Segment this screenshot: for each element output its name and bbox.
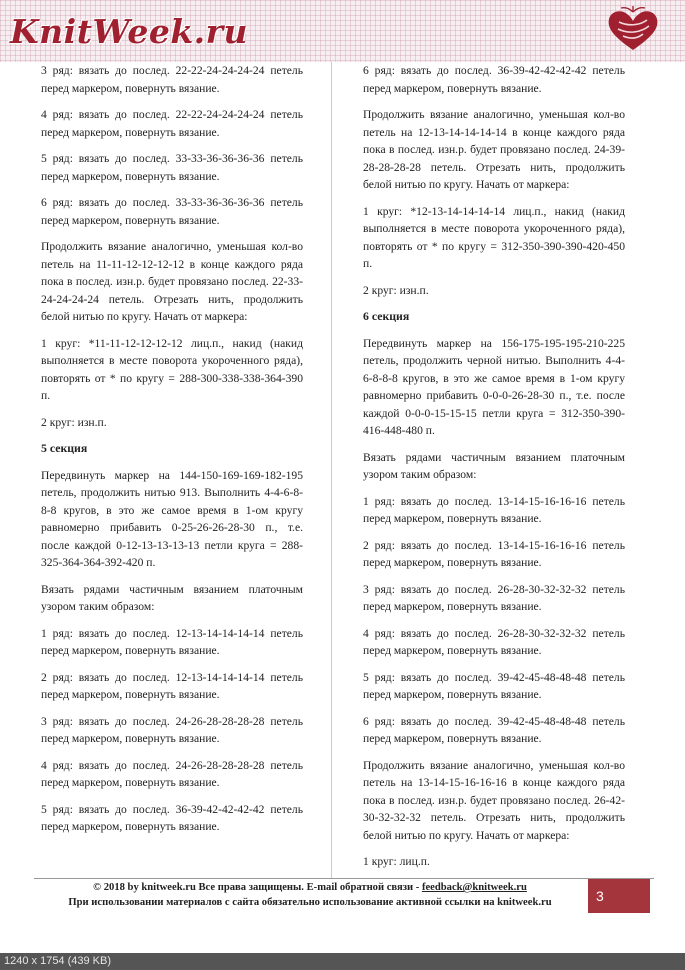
- copyright-text: © 2018 by knitweek.ru Все права защищены. E-mail обратной связи -: [93, 882, 422, 893]
- paragraph: 2 ряд: вязать до послед. 12-13-14-14-14-14 петель перед маркером, повернуть вязание.: [41, 670, 303, 701]
- paragraph: 6 ряд: вязать до послед. 33-33-36-36-36-36 петель перед маркером, повернуть вязание.: [41, 196, 303, 227]
- paragraph: Продолжить вязание аналогично, уменьшая кол-во петель на 11-11-12-12-12-12 в конце каждого ряда пока в послед. изн.р. будет провязано послед. 22-33-24-24-24-24 петель. Отрезать нить, продолжить белой нитью по кругу. Начать от маркера:: [41, 240, 303, 323]
- usage-notice: При использовании материалов с сайта обязательно использование активной ссылки на knitweek.ru: [68, 896, 552, 908]
- paragraph: 1 ряд: вязать до послед. 13-14-15-16-16-16 петель перед маркером, повернуть вязание.: [363, 494, 625, 525]
- paragraph: Передвинуть маркер на 144-150-169-169-182-195 петель, продолжить нитью 913. Выполнить 4-4-6-8-8-8 кругов, в это же самое время в 1-ом кругу равномерно прибавить 0-25-26-26-28-30 п., т.е. после каждой 0-12-13-13-13-13 петли круга = 288-325-364-364-392-420 п.: [41, 468, 303, 569]
- paragraph: Продолжить вязание аналогично, уменьшая кол-во петель на 13-14-15-16-16-16 в конце каждого ряда пока в послед. изн.р. будет провязано послед. 26-42-30-32-32-32 петель. Отрезать нить, продолжить белой нитью по кругу. Начать от маркера:: [363, 758, 625, 842]
- page-footer: [34, 881, 586, 910]
- paragraph: Продолжить вязание аналогично, уменьшая кол-во петель на 12-13-14-14-14-14 в конце каждого ряда пока в послед. изн.р. будет провязано послед. 24-39-28-28-28-28 петель. Отрезать нить, продолжить белой нитью по кругу. Начать от маркера:: [363, 108, 625, 191]
- paragraph: 2 круг: изн.п.: [363, 283, 429, 297]
- paragraph: 1 круг: *12-13-14-14-14-14 лиц.п., накид (накид выполняется в месте поворота укороченного ряда), повторять от * по кругу = 312-350-390-390-420-450 п.: [363, 204, 625, 270]
- heart-yarn-icon: [603, 4, 663, 54]
- left-text-column: [41, 62, 303, 845]
- paragraph: 3 ряд: вязать до послед. 22-22-24-24-24-24 петель перед маркером, повернуть вязание.: [41, 64, 303, 95]
- page-number: 3: [588, 879, 650, 913]
- feedback-email-link[interactable]: feedback@knitweek.ru: [421, 882, 527, 893]
- image-info-status-bar: 1240 x 1754 (439 KB): [0, 953, 685, 970]
- paragraph: 5 ряд: вязать до послед. 36-39-42-42-42-42 петель перед маркером, повернуть вязание.: [41, 802, 303, 833]
- paragraph: Вязать рядами частичным вязанием платочным узором таким образом:: [41, 582, 303, 613]
- footer-rule: [34, 878, 654, 879]
- paragraph: 4 ряд: вязать до послед. 24-26-28-28-28-28 петель перед маркером, повернуть вязание.: [41, 758, 303, 789]
- paragraph: 5 ряд: вязать до послед. 33-33-36-36-36-36 петель перед маркером, повернуть вязание.: [41, 152, 303, 183]
- page-header: [0, 0, 685, 62]
- paragraph: 2 круг: изн.п.: [41, 415, 107, 429]
- paragraph: 1 круг: лиц.п.: [363, 855, 430, 868]
- paragraph: 2 ряд: вязать до послед. 13-14-15-16-16-16 петель перед маркером, повернуть вязание.: [363, 538, 625, 569]
- paragraph: 3 ряд: вязать до послед. 26-28-30-32-32-32 петель перед маркером, повернуть вязание.: [363, 582, 625, 613]
- paragraph: 6 ряд: вязать до послед. 36-39-42-42-42-42 петель перед маркером, повернуть вязание.: [363, 64, 625, 95]
- paragraph: 1 ряд: вязать до послед. 12-13-14-14-14-14 петель перед маркером, повернуть вязание.: [41, 626, 303, 657]
- right-text-column: [363, 62, 625, 880]
- paragraph: 1 круг: *11-11-12-12-12-12 лиц.п., накид (накид выполняется в месте поворота укороченного ряда), повторять от * по кругу = 288-300-338-338-364-390 п.: [41, 336, 303, 402]
- site-logo: KnitWeek.ru: [10, 12, 249, 51]
- paragraph: 3 ряд: вязать до послед. 24-26-28-28-28-28 петель перед маркером, повернуть вязание.: [41, 714, 303, 745]
- paragraph: Передвинуть маркер на 156-175-195-195-210-225 петель, продолжить черной нитью. Выполнить 4-4-6-8-8-8 кругов, в это же самое время в 1-ом кругу равномерно прибавить 0-0-0-26-28-30 п., т.е. после каждой 0-0-0-15-15-15 петли круга = 312-350-390-416-448-480 п.: [363, 336, 625, 437]
- section-heading: 5 секция: [41, 441, 88, 455]
- paragraph: 4 ряд: вязать до послед. 22-22-24-24-24-24 петель перед маркером, повернуть вязание.: [41, 108, 303, 139]
- section-heading: 6 секция: [363, 309, 410, 323]
- paragraph: 6 ряд: вязать до послед. 39-42-45-48-48-48 петель перед маркером, повернуть вязание.: [363, 714, 625, 745]
- paragraph: 4 ряд: вязать до послед. 26-28-30-32-32-32 петель перед маркером, повернуть вязание.: [363, 626, 625, 657]
- copyright-line: [34, 881, 586, 896]
- column-divider: [331, 62, 332, 878]
- paragraph: 5 ряд: вязать до послед. 39-42-45-48-48-48 петель перед маркером, повернуть вязание.: [363, 670, 625, 701]
- paragraph: Вязать рядами частичным вязанием платочным узором таким образом:: [363, 450, 625, 481]
